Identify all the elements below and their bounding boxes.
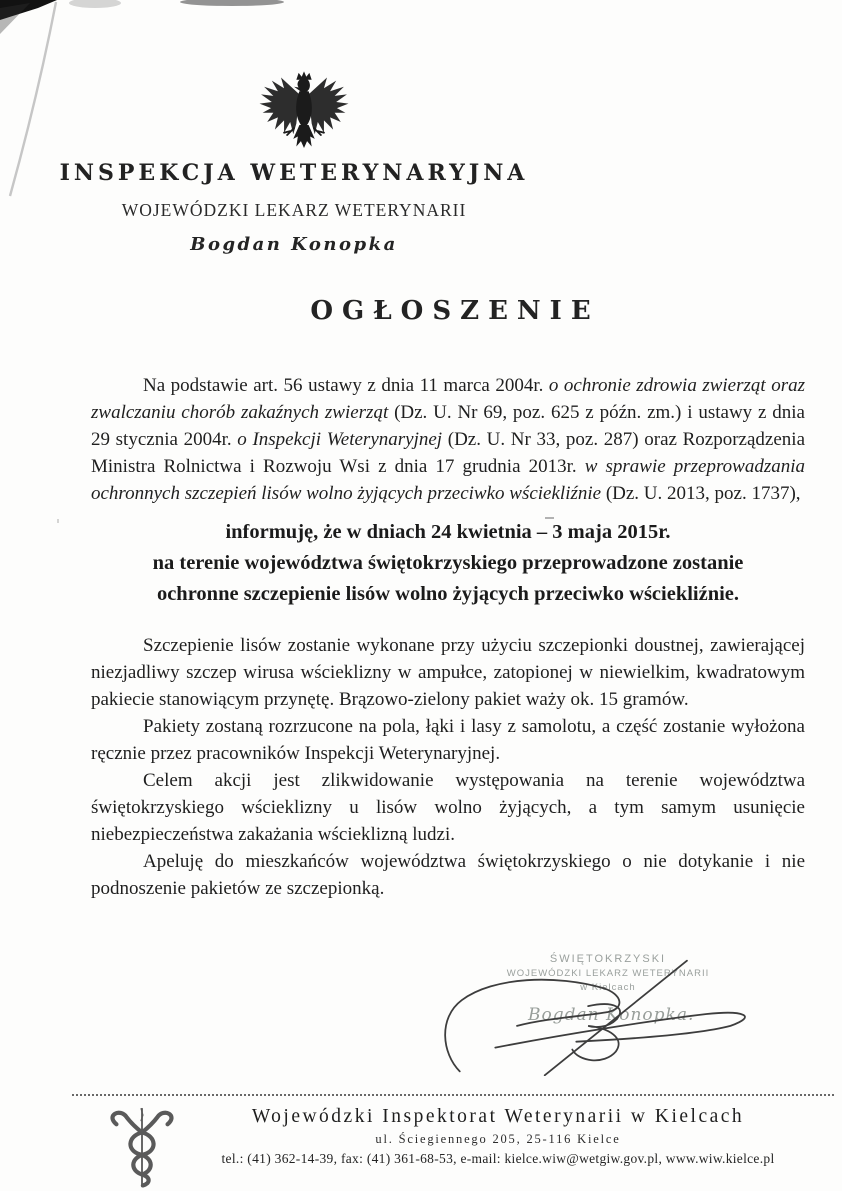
stamp-signature-name: Bogdan Konopka. [528,1005,695,1025]
paragraph-distribution: Pakiety zostaną rozrzucone na pola, łąki i lasy z samolotu, a część zostanie wyłożona ręcznie przez pracowników Inspekcji Weterynaryjnej. [91,716,805,764]
stamp-line: WOJEWÓDZKI LEKARZ WETERYNARII [506,968,710,979]
document-body [91,372,805,902]
org-name: INSPEKCJA WETERYNARYJNA [59,160,529,186]
paragraph-vaccine-description: Szczepienie lisów zostanie wykonane przy użyciu szczepionki doustnej, zawierającej niezjadliwy szczep wirusa wścieklizny w ampułce, zatopionej w niewielkim, kwadratowym pakiecie stanowiącym przynętę. Brązowo-zielony pakiet waży ok. 15 gramów. [91,635,805,710]
paragraph-goal: Celem akcji jest zlikwidowanie występowania na terenie województwa świętokrzyskiego wścieklizny u lisów wolno żyjących, a tym samym usunięcie niebezpieczeństwa zakażania wścieklizną ludzi. [91,770,805,845]
scan-speck [57,519,59,523]
official-name: Bogdan Konopka [190,234,398,255]
announcement-statement [91,517,805,610]
paragraph-legal-basis: Na podstawie art. 56 ustawy z dnia 11 marca 2004r. o ochronie zdrowia zwierząt oraz zwalczaniu chorób zakaźnych zwierząt (Dz. U. Nr 69, poz. 625 z późn. zm.) i ustawy z dnia 29 stycznia 2004r. o Inspekcji Weterynaryjnej (Dz. U. Nr 33, poz. 287) oraz Rozporządzenia Ministra Rolnictwa i Rozwoju Wsi z dnia 17 grudnia 2013r. w sprawie przeprowadzania ochronnych szczepień lisów wolno żyjących przeciwko wściekliźnie (Dz. U. 2013, poz. 1737), [91,375,805,504]
footer-address: ul. Ściegiennego 205, 25-116 Kielce [375,1132,621,1146]
footer-contact-line: tel.: (41) 362-14-39, fax: (41) 361-68-53, e-mail: kielce.wiw@wetgiw.gov.pl, www.wiw.kielce.pl [221,1151,775,1166]
announcement-line: ochronne szczepienie lisów wolno żyjących przeciwko wściekliźnie. [156,583,740,605]
office-title: WOJEWÓDZKI LEKARZ WETERYNARII [121,200,467,220]
paragraph-appeal: Apeluję do mieszkańców województwa świętokrzyskiego o nie dotykanie i nie podnoszenie pakietów ze szczepionką. [91,851,805,899]
footer-contact-block [168,1106,828,1167]
handwritten-signature [438,956,764,1076]
footer-org-name: Wojewódzki Inspektorat Weterynarii w Kielcach [251,1106,745,1127]
letterhead [0,160,588,255]
announcement-line: na terenie województwa świętokrzyskiego przeprowadzone zostanie [152,552,744,574]
announcement-line: informuję, że w dniach 24 kwietnia – 3 maja 2015r. [225,521,671,543]
polish-eagle-emblem [258,64,350,160]
stamp-line: w Kielcach [580,982,636,993]
document-title: OGŁOSZENIE [310,296,600,326]
footer-divider [72,1094,834,1096]
stamp-line: ŚWIĘTOKRZYSKI [549,953,667,965]
